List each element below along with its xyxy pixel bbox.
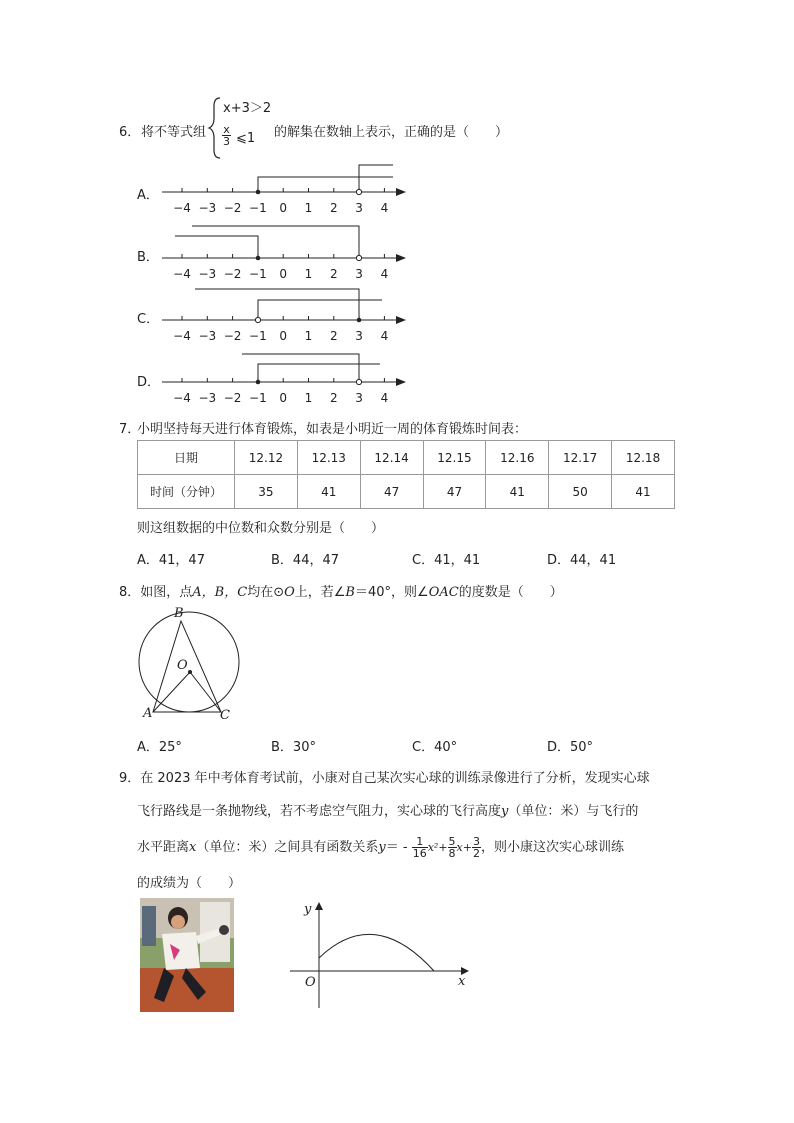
- tick-label: −3: [198, 201, 217, 215]
- table-header-date: 日期: [138, 441, 235, 475]
- q6-ineq2-rel: ⩽1: [236, 131, 256, 146]
- q9-line2-text: 飞行路线是一条抛物线，若不考虑空气阻力，实心球的飞行高度: [137, 804, 502, 819]
- tick-label: −2: [223, 329, 242, 343]
- q9-line2b-text: （单位：米）与飞行的: [508, 804, 639, 819]
- q6-ineq1: x+3＞2: [223, 101, 272, 116]
- q7-question: 则这组数据的中位数和众数分别是（ ）: [137, 521, 385, 536]
- q8-option-d[interactable]: D．50°: [547, 740, 594, 755]
- tick-label: −1: [249, 329, 267, 343]
- q6-ineq2-den: 3: [223, 135, 230, 148]
- parabola-curve: [319, 934, 434, 971]
- table-cell: 12.13: [297, 441, 360, 475]
- tick-label: 0: [279, 329, 288, 343]
- q9-line3a-text: 水平距离: [137, 840, 190, 855]
- tick-label: 1: [304, 201, 313, 215]
- q6-option-d-label: D．: [137, 375, 161, 390]
- q6-ineq2-num: x: [223, 123, 230, 136]
- tick-label: 2: [329, 329, 338, 343]
- tick-label: −3: [198, 267, 217, 281]
- q6-prefix: 将不等式组: [141, 125, 207, 140]
- q7-option-a[interactable]: A．41，47: [137, 553, 205, 568]
- graph-label-o: O: [305, 975, 316, 990]
- q9-term1: x²+: [427, 841, 448, 854]
- q8-stem-e: 的度数是（ ）: [458, 585, 563, 600]
- table-cell: 12.17: [549, 441, 612, 475]
- q8-stem-b: 均在⊙: [247, 585, 285, 600]
- tick-label: −3: [198, 391, 217, 405]
- q7-option-d[interactable]: D．44，41: [547, 553, 617, 568]
- graph-label-x: x: [458, 974, 466, 989]
- table-cell: 47: [423, 475, 486, 509]
- tick-label: 1: [304, 329, 313, 343]
- table-cell: 35: [235, 475, 298, 509]
- label-a: A: [143, 706, 153, 721]
- tick-label: 4: [380, 391, 389, 405]
- q8-option-a[interactable]: A．25°: [137, 740, 182, 755]
- table-cell: 12.14: [360, 441, 423, 475]
- tick-label: −4: [173, 201, 191, 215]
- q8-stem-c: 上，若∠: [294, 585, 346, 600]
- table-header-time: 时间（分钟）: [138, 475, 235, 509]
- q7-stem: 小明坚持每天进行体育锻炼，如表是小明近一周的体育锻炼时间表：: [137, 422, 528, 437]
- frac-den: 8: [448, 847, 456, 860]
- q9-term2: x+: [456, 841, 472, 854]
- q9-eq-y: y: [378, 840, 386, 855]
- frac-num: 1: [412, 836, 428, 848]
- q7-option-c[interactable]: C．41，41: [412, 553, 481, 568]
- q9-var-y: y: [501, 804, 509, 819]
- tick-label: −2: [223, 267, 242, 281]
- tick-label: 3: [355, 267, 363, 281]
- q8-circle-name: O: [284, 585, 295, 600]
- frac-den: 2: [472, 847, 480, 860]
- q6-option-c-label: C．: [137, 312, 160, 327]
- tick-label: −1: [249, 267, 267, 281]
- q9-var-x: x: [189, 840, 197, 855]
- table-cell: 12.18: [612, 441, 675, 475]
- q8-option-c[interactable]: C．40°: [412, 740, 458, 755]
- tick-label: 2: [329, 201, 338, 215]
- q6-option-b-label: B．: [137, 250, 159, 265]
- tick-label: 0: [279, 267, 288, 281]
- q8-stem-a: 如图，点: [140, 585, 193, 600]
- table-cell: 12.16: [486, 441, 549, 475]
- label-c: C: [220, 708, 230, 723]
- table-cell: 41: [612, 475, 675, 509]
- tick-label: 3: [355, 201, 363, 215]
- q8-angle-oac: OAC: [428, 585, 459, 600]
- tick-label: −1: [249, 201, 267, 215]
- table-cell: 47: [360, 475, 423, 509]
- label-b: B: [174, 606, 184, 621]
- table-cell: 41: [486, 475, 549, 509]
- tick-label: 3: [355, 391, 363, 405]
- q8-points: A，B，C: [192, 585, 248, 600]
- q9-line3b-text: （单位：米）之间具有函数关系: [196, 840, 379, 855]
- table-cell: 50: [549, 475, 612, 509]
- tick-label: −4: [173, 329, 191, 343]
- q7-option-b[interactable]: B．44，47: [271, 553, 340, 568]
- tick-label: −3: [198, 329, 217, 343]
- q6-option-a-label: A．: [137, 188, 159, 203]
- table-cell: 41: [297, 475, 360, 509]
- tick-label: −2: [223, 201, 242, 215]
- q8-number: 8．: [119, 585, 141, 600]
- tick-label: 3: [355, 329, 363, 343]
- table-cell: 12.12: [235, 441, 298, 475]
- frac-den: 16: [412, 847, 427, 860]
- tick-label: −4: [173, 267, 191, 281]
- tick-label: −1: [249, 391, 267, 405]
- q8-stem-d: ＝40°，则∠: [354, 585, 429, 600]
- tick-label: 0: [279, 201, 288, 215]
- tick-label: 4: [380, 201, 389, 215]
- tick-label: 2: [329, 391, 338, 405]
- q9-line3c-text: ，则小康这次实心球训练: [480, 840, 624, 855]
- tick-label: 0: [279, 391, 288, 405]
- tick-label: 4: [380, 329, 389, 343]
- q9-number: 9．: [119, 771, 141, 786]
- tick-label: 4: [380, 267, 389, 281]
- tick-label: 1: [304, 391, 313, 405]
- q8-angle-b: B: [345, 585, 355, 600]
- tick-label: 2: [329, 267, 338, 281]
- q9-line1-text: 在 2023 年中考体育考试前，小康对自己某次实心球的训练录像进行了分析，发现实心球: [140, 771, 650, 786]
- tick-label: −2: [223, 391, 242, 405]
- tick-label: −4: [173, 391, 191, 405]
- graph-label-y: y: [304, 902, 312, 917]
- tick-label: 1: [304, 267, 313, 281]
- q8-option-b[interactable]: B．30°: [271, 740, 316, 755]
- q9-line4: 的成绩为（ ）: [137, 876, 242, 891]
- q9-eq-mid: ＝ -: [385, 840, 408, 855]
- table-cell: 12.15: [423, 441, 486, 475]
- q7-number: 7．: [119, 422, 141, 437]
- q6-number: 6．: [119, 125, 141, 140]
- label-o: O: [177, 658, 188, 673]
- frac-num: 5: [448, 835, 456, 848]
- q6-suffix: 的解集在数轴上表示，正确的是（ ）: [274, 125, 509, 140]
- frac-num: 3: [472, 835, 480, 848]
